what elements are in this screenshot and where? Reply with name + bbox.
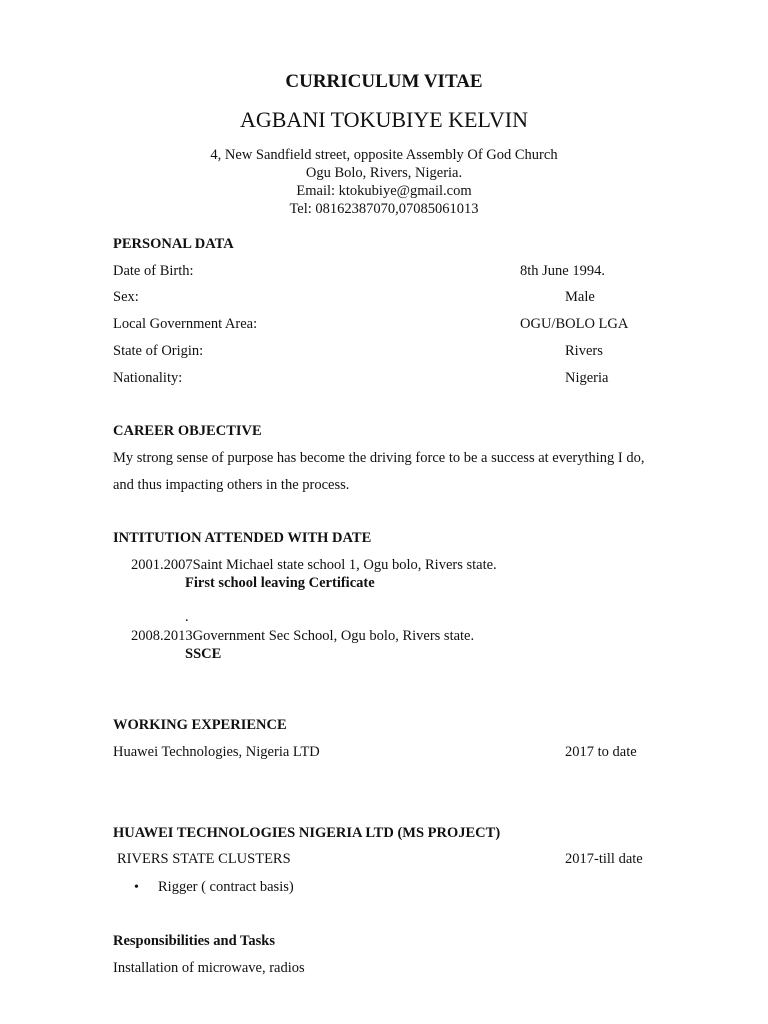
education-heading: INTITUTION ATTENDED WITH DATE: [113, 530, 372, 546]
education-cert-1: First school leaving Certificate: [185, 575, 375, 591]
address-line-2: Ogu Bolo, Rivers, Nigeria.: [305, 165, 463, 181]
lga-label: Local Government Area:: [113, 316, 258, 332]
career-objective-heading: CAREER OBJECTIVE: [113, 423, 262, 439]
tel-line: Tel: 08162387070,07085061013: [289, 201, 479, 217]
work-company: Huawei Technologies, Nigeria LTD: [113, 744, 320, 760]
candidate-name: AGBANI TOKUBIYE KELVIN: [239, 107, 529, 132]
email-line: Email: ktokubiye@gmail.com: [296, 183, 472, 199]
dob-value: 8th June 1994.: [520, 263, 605, 279]
sex-label: Sex:: [113, 289, 139, 305]
responsibilities-text: Installation of microwave, radios: [113, 960, 305, 976]
sex-value: Male: [565, 289, 595, 305]
education-entry-1: 2001.2007Saint Michael state school 1, Ogu bolo, Rivers state.: [131, 557, 497, 573]
project-cluster: RIVERS STATE CLUSTERS: [117, 851, 291, 867]
nationality-label: Nationality:: [113, 370, 183, 386]
work-period: 2017 to date: [565, 744, 637, 760]
education-entry-2: 2008.2013Government Sec School, Ogu bolo, Rivers state.: [131, 628, 475, 644]
state-value: Rivers: [565, 343, 603, 359]
project-role: Rigger ( contract basis): [158, 879, 294, 895]
responsibilities-heading: Responsibilities and Tasks: [113, 933, 275, 949]
state-label: State of Origin:: [113, 343, 204, 359]
career-objective-text: My strong sense of purpose has become the driving force to be a success at everything I do, and thus impacting others in the process.: [113, 450, 645, 493]
project-period: 2017-till date: [565, 851, 643, 867]
lga-value: OGU/BOLO LGA: [520, 316, 629, 332]
address-line-1: 4, New Sandfield street, opposite Assembly Of God Church: [210, 147, 558, 163]
document-title: CURRICULUM VITAE: [285, 71, 483, 92]
nationality-value: Nigeria: [565, 370, 609, 386]
bullet-dot-icon: •: [134, 880, 139, 895]
personal-data-heading: PERSONAL DATA: [113, 236, 234, 252]
project-heading: HUAWEI TECHNOLOGIES NIGERIA LTD (MS PROJECT): [113, 825, 501, 841]
education-cert-2: SSCE: [185, 646, 222, 662]
education-extra-mark: .: [185, 609, 189, 625]
dob-label: Date of Birth:: [113, 263, 194, 279]
work-experience-heading: WORKING EXPERIENCE: [113, 717, 287, 733]
